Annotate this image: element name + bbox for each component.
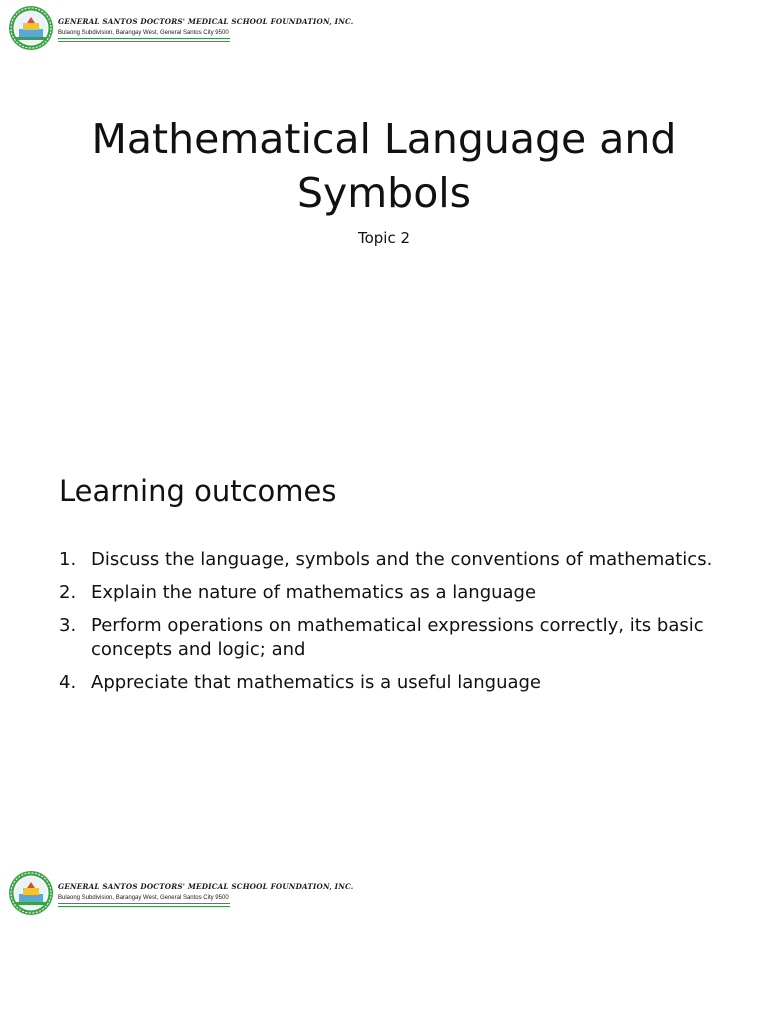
header-rule (58, 38, 230, 39)
section-heading: Learning outcomes (59, 474, 337, 508)
title-slide (0, 0, 768, 432)
org-address: Bulaong Subdivision, Barangay West, General Santos City 9500 (58, 895, 229, 901)
list-text: Perform operations on mathematical expressions correctly, its basic concepts and logic; and (91, 615, 704, 660)
list-item (59, 614, 739, 662)
list-number: 2. (59, 582, 77, 603)
list-item (59, 581, 739, 605)
list-text: Explain the nature of mathematics as a language (91, 582, 537, 603)
school-seal-icon (8, 5, 54, 51)
list-number: 1. (59, 549, 77, 570)
header-rule (58, 906, 230, 907)
learning-outcomes-slide (0, 432, 768, 901)
list-number: 3. (59, 615, 77, 636)
outcomes-list (59, 548, 739, 704)
slide-header (8, 5, 354, 51)
org-address: Bulaong Subdivision, Barangay West, General Santos City 9500 (58, 30, 229, 36)
header-rule (58, 903, 230, 904)
title-line-2: Symbols (296, 169, 472, 217)
org-name: GENERAL SANTOS DOCTORS' MEDICAL SCHOOL FOUNDATION, INC. (58, 17, 354, 26)
list-item (59, 548, 739, 572)
list-text: Discuss the language, symbols and the conventions of mathematics. (91, 549, 713, 570)
title-line-1: Mathematical Language and (91, 115, 677, 163)
slide-title (0, 112, 768, 220)
list-number: 4. (59, 672, 77, 693)
list-text: Appreciate that mathematics is a useful language (91, 672, 542, 693)
list-item (59, 671, 739, 695)
org-name: GENERAL SANTOS DOCTORS' MEDICAL SCHOOL FOUNDATION, INC. (58, 882, 354, 891)
slide-subtitle: Topic 2 (357, 229, 411, 247)
slide-footer-header (8, 870, 354, 916)
school-seal-icon (8, 870, 54, 916)
header-rule (58, 41, 230, 42)
